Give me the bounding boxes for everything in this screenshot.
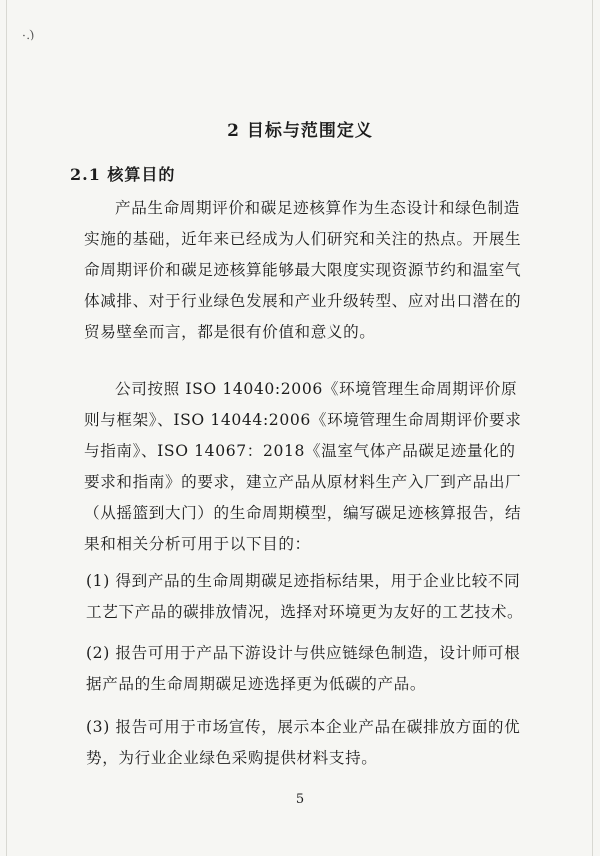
paragraph-purpose-background: 产品生命周期评价和碳足迹核算作为生态设计和绿色制造实施的基础，近年来已经成为人们研究和关注的热点。开展生命周期评价和碳足迹核算能够最大限度实现资源节约和温室气体减排、对于行业绿色发展和产业升级转型、应对出口潜在的贸易壁垒而言，都是很有价值和意义的。: [84, 199, 522, 341]
subsection-title: 2.1 核算目的: [70, 165, 176, 184]
list-item-2: (2) 报告可用于产品下游设计与供应链绿色制造，设计师可根据产品的生命周期碳足迹选择更为低碳的产品。: [86, 644, 521, 693]
scan-mark: ·.): [21, 27, 36, 43]
section-title: 2 目标与范围定义: [227, 121, 373, 141]
list-item-1: (1) 得到产品的生命周期碳足迹指标结果，用于企业比较不同工艺下产品的碳排放情况，选择对环境更为友好的工艺技术。: [86, 572, 524, 621]
list-item-3: (3) 报告可用于市场宣传，展示本企业产品在碳排放方面的优势，为行业企业绿色采购提供材料支持。: [86, 718, 521, 767]
page-number: 5: [295, 792, 305, 807]
paragraph-standards: 公司按照 ISO 14040:2006《环境管理生命周期评价原则与框架》、ISO 14044:2006《环境管理生命周期评价要求与指南》、ISO 14067：2018《温室气体产品碳足迹量化的要求和指南》的要求，建立产品从原材料生产入厂到产品出厂（从摇篮到大门）的生命周期模型，编写碳足迹核算报告，结果和相关分析可用于以下目的：: [84, 380, 522, 553]
